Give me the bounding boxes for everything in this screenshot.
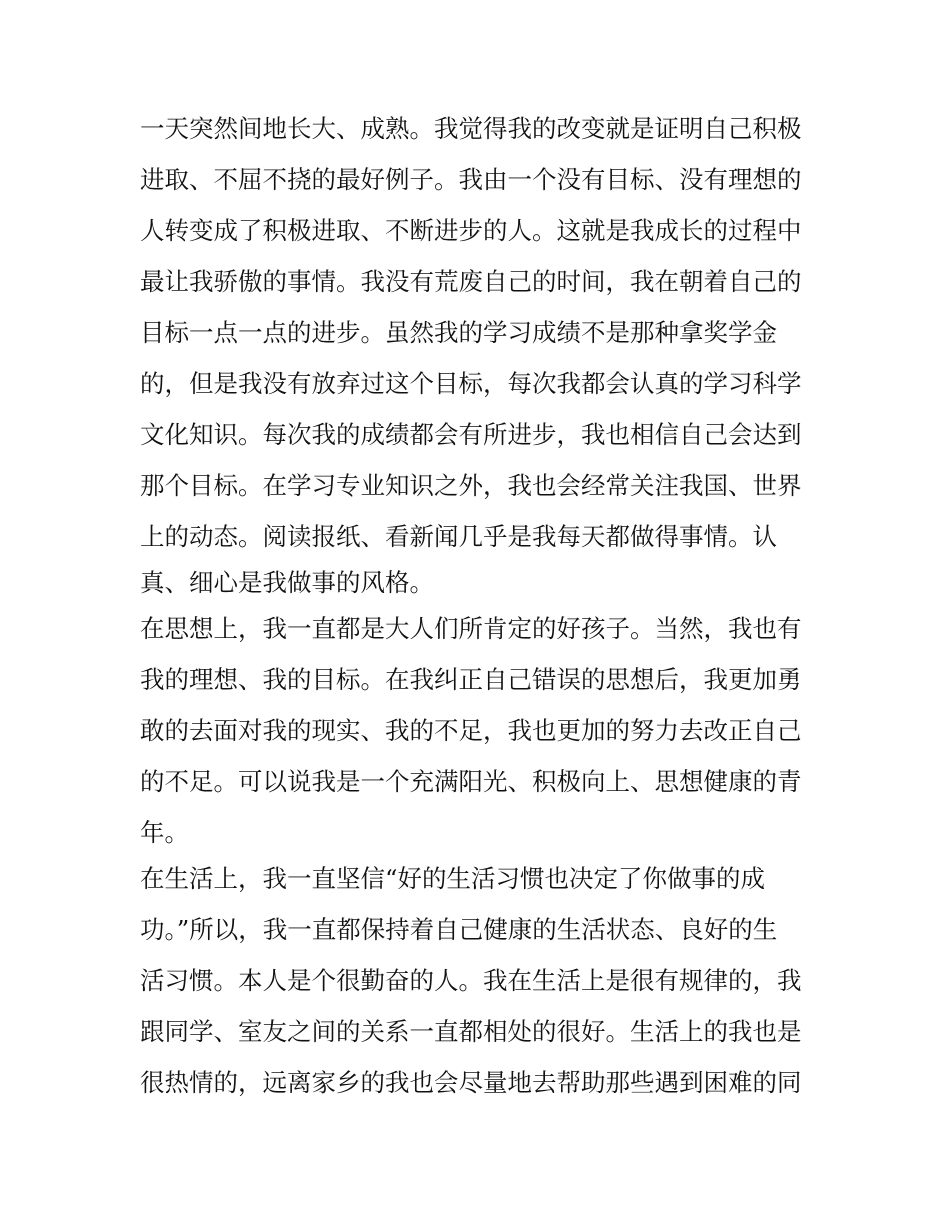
text-line: 在生活上，我一直坚信“好的生活习惯也决定了你做事的成	[140, 864, 766, 893]
text-line: 一天突然间地长大、成熟。我觉得我的改变就是证明自己积极	[140, 114, 802, 143]
text-line: 真、细心是我做事的风格。	[140, 568, 434, 597]
text-line: 上的动态。阅读报纸、看新闻几乎是我每天都做得事情。认	[140, 522, 777, 551]
text-line: 在思想上，我一直都是大人们所肯定的好孩子。当然，我也有	[140, 614, 802, 643]
text-line: 我的理想、我的目标。在我纠正自己错误的思想后，我更加勇	[140, 665, 802, 694]
text-line: 最让我骄傲的事情。我没有荒废自己的时间，我在朝着自己的	[140, 267, 802, 296]
text-line: 功。”所以，我一直都保持着自己健康的生活状态、良好的生	[140, 915, 778, 944]
text-line: 目标一点一点的进步。虽然我的学习成绩不是那种拿奖学金	[140, 318, 777, 347]
text-line: 很热情的，远离家乡的我也会尽量地去帮助那些遇到困难的同	[140, 1068, 802, 1097]
text-line: 敢的去面对我的现实、我的不足，我也更加的努力去改正自己	[140, 716, 802, 745]
text-line: 活习惯。本人是个很勤奋的人。我在生活上是很有规律的，我	[140, 966, 802, 995]
text-line: 文化知识。每次我的成绩都会有所进步，我也相信自己会达到	[140, 420, 802, 449]
text-line: 那个目标。在学习专业知识之外，我也会经常关注我国、世界	[140, 471, 802, 500]
text-line: 进取、不屈不挠的最好例子。我由一个没有目标、没有理想的	[140, 165, 802, 194]
text-line: 年。	[140, 818, 189, 847]
text-line: 跟同学、室友之间的关系一直都相处的很好。生活上的我也是	[140, 1017, 802, 1046]
text-line: 的，但是我没有放弃过这个目标，每次我都会认真的学习科学	[140, 369, 802, 398]
text-line: 人转变成了积极进取、不断进步的人。这就是我成长的过程中	[140, 216, 802, 245]
text-line: 的不足。可以说我是一个充满阳光、积极向上、思想健康的青	[140, 767, 802, 796]
